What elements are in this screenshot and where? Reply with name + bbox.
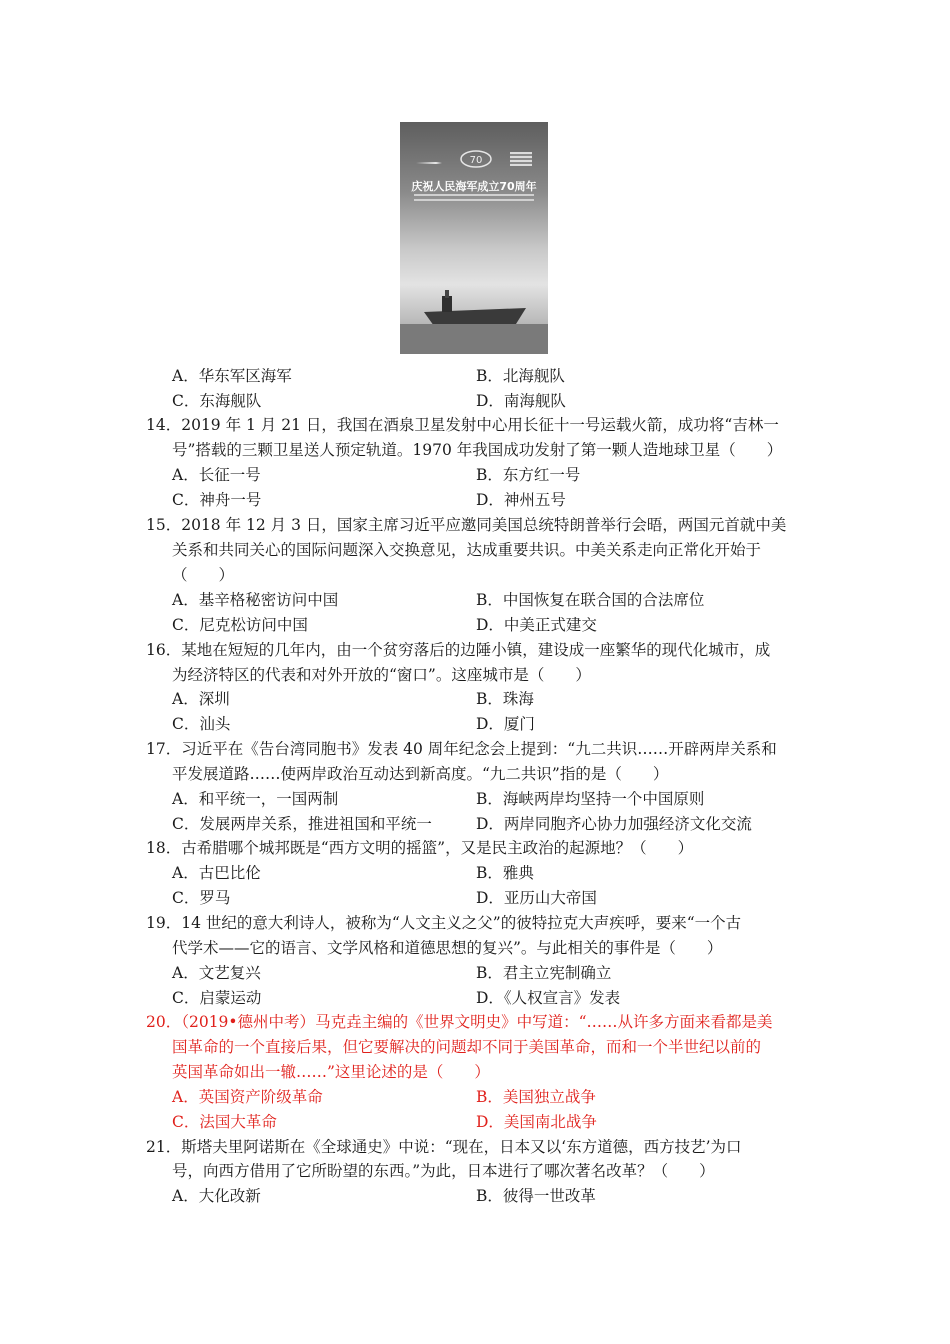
q16-option-a: A．深圳 xyxy=(172,690,230,708)
q14-stem-line2: 号”搭载的三颗卫星送人预定轨道。1970 年我国成功发射了第一颗人造地球卫星（ ） xyxy=(172,441,783,459)
q18-stem-line1: 18．古希腊哪个城邦既是“西方文明的摇篮”，又是民主政治的起源地？（ ） xyxy=(146,839,694,857)
q13-option-d: D．南海舰队 xyxy=(476,392,566,410)
q16-option-b: B．珠海 xyxy=(476,690,534,708)
q18-option-c: C．罗马 xyxy=(172,889,231,907)
svg-text:70: 70 xyxy=(469,155,483,166)
poster-title: 庆祝人民海军成立70周年 xyxy=(411,180,537,193)
flag-icon xyxy=(510,152,532,166)
q20-option-b: B．美国独立战争 xyxy=(476,1088,596,1106)
q19-stem-line2: 代学术——它的语言、文学风格和道德思想的复兴”。与此相关的事件是（ ） xyxy=(172,939,723,957)
q18-option-a: A．古巴比伦 xyxy=(172,864,261,882)
q14-stem-line1: 14．2019 年 1 月 21 日，我国在酒泉卫星发射中心用长征十一号运载火箭，成功将“吉林一 xyxy=(146,416,779,434)
q15-option-b: B．中国恢复在联合国的合法席位 xyxy=(476,591,705,609)
q17-option-a: A．和平统一，一国两制 xyxy=(172,790,339,808)
q15-option-d: D．中美正式建交 xyxy=(476,616,597,634)
q15-stem-line2: 关系和共同关心的国际问题深入交换意见，达成重要共识。中美关系走向正常化开始于 xyxy=(172,541,762,559)
q19-option-b: B．君主立宪制确立 xyxy=(476,964,612,982)
q16-option-c: C．汕头 xyxy=(172,715,231,733)
q17-stem-line2: 平发展道路……使两岸政治互动达到新高度。“九二共识”指的是（ ） xyxy=(172,765,669,783)
sea-area xyxy=(400,324,548,354)
q20-stem-line3: 英国革命如出一辙……”这里论述的是（ ） xyxy=(172,1063,490,1081)
q13-option-c: C．东海舰队 xyxy=(172,392,262,410)
q13-option-a: A．华东军区海军 xyxy=(172,367,292,385)
q20-stem-line2: 国革命的一个直接后果，但它要解决的问题却不同于美国革命，而和一个半世纪以前的 xyxy=(172,1038,762,1056)
q20-option-c: C．法国大革命 xyxy=(172,1113,277,1131)
q16-option-d: D．厦门 xyxy=(476,715,535,733)
q19-option-a: A．文艺复兴 xyxy=(172,964,261,982)
navy-anniversary-poster xyxy=(400,122,548,354)
q20-option-a: A．英国资产阶级革命 xyxy=(172,1088,323,1106)
q17-option-d: D．两岸同胞齐心协力加强经济文化交流 xyxy=(476,815,752,833)
q21-option-a: A．大化改新 xyxy=(172,1187,261,1205)
q15-stem-line1: 15．2018 年 12 月 3 日，国家主席习近平应邀同美国总统特朗普举行会晤，两国元首就中美 xyxy=(146,516,787,534)
q21-stem-line1: 21．斯塔夫里阿诺斯在《全球通史》中说：“现在，日本又以‘东方道德，西方技艺’为口 xyxy=(146,1138,742,1156)
q18-option-d: D．亚历山大帝国 xyxy=(476,889,597,907)
q21-stem-line2: 号，向西方借用了它所盼望的东西。”为此，日本进行了哪次著名改革？（ ） xyxy=(172,1162,715,1180)
jet-icon xyxy=(416,160,442,166)
poster-subtitle-lines xyxy=(414,194,534,202)
anniversary-emblem-icon xyxy=(460,150,492,168)
q18-option-b: B．雅典 xyxy=(476,864,534,882)
q15-stem-line3: （ ） xyxy=(172,566,235,584)
q16-stem-line2: 为经济特区的代表和对外开放的“窗口”。这座城市是（ ） xyxy=(172,666,591,684)
q16-stem-line1: 16．某地在短短的几年内，由一个贫穷落后的边陲小镇，建设成一座繁华的现代化城市，成 xyxy=(146,641,771,659)
q20-stem-line1: 20．（2019•德州中考）马克垚主编的《世界文明史》中写道：“……从许多方面来看都是美 xyxy=(146,1013,773,1031)
q20-option-d: D．美国南北战争 xyxy=(476,1113,597,1131)
q13-option-b: B．北海舰队 xyxy=(476,367,565,385)
q17-option-c: C．发展两岸关系，推进祖国和平统一 xyxy=(172,815,432,833)
q14-option-c: C．神舟一号 xyxy=(172,491,262,509)
q19-stem-line1: 19．14 世纪的意大利诗人，被称为“人文主义之父”的彼特拉克大声疾呼，要来“一个古 xyxy=(146,914,742,932)
q14-option-b: B．东方红一号 xyxy=(476,466,581,484)
q19-option-d: D．《人权宣言》发表 xyxy=(476,989,621,1007)
q14-option-d: D．神州五号 xyxy=(476,491,566,509)
q19-option-c: C．启蒙运动 xyxy=(172,989,262,1007)
q15-option-a: A．基辛格秘密访问中国 xyxy=(172,591,339,609)
q15-option-c: C．尼克松访问中国 xyxy=(172,616,308,634)
q17-option-b: B．海峡两岸均坚持一个中国原则 xyxy=(476,790,705,808)
q21-option-b: B．彼得一世改革 xyxy=(476,1187,596,1205)
q17-stem-line1: 17．习近平在《告台湾同胞书》发表 40 周年纪念会上提到：“九二共识……开辟两岸关系和 xyxy=(146,740,777,758)
q14-option-a: A．长征一号 xyxy=(172,466,261,484)
